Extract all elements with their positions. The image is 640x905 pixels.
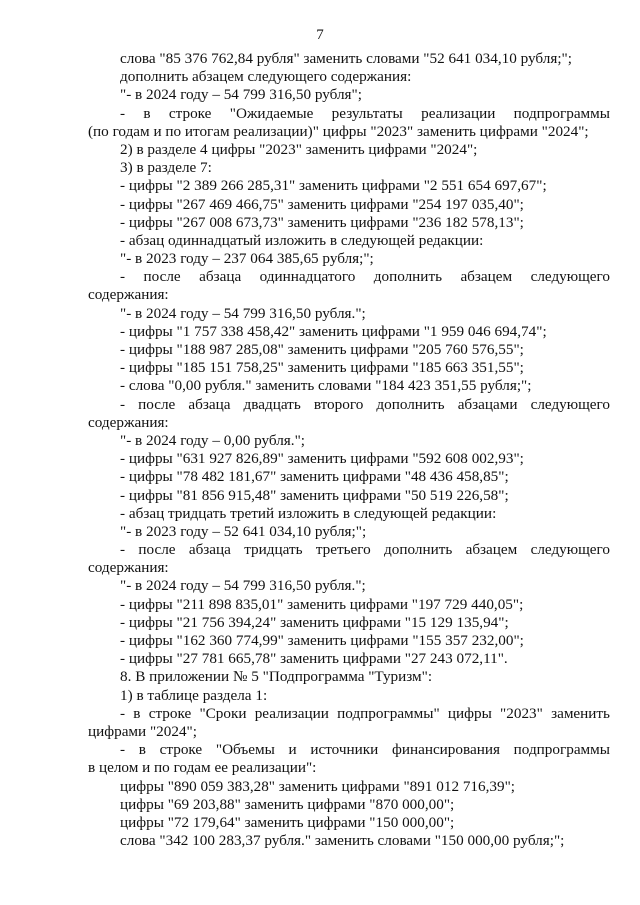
- text-line: - цифры "267 469 466,75" заменить цифрами "254 197 035,40";: [120, 195, 524, 213]
- text-line: - после абзаца двадцать второго дополнить абзацами следующего: [120, 395, 610, 413]
- text-line: 2) в разделе 4 цифры "2023" заменить цифрами "2024";: [120, 140, 478, 158]
- text-line: - абзац одиннадцатый изложить в следующей редакции:: [120, 231, 484, 249]
- text-line: "- в 2024 году – 54 799 316,50 рубля";: [120, 86, 362, 104]
- text-line: "- в 2024 году – 54 799 316,50 рубля.";: [120, 577, 366, 595]
- text-line: "- в 2024 году – 0,00 рубля.";: [120, 431, 305, 449]
- text-line: - после абзаца одиннадцатого дополнить абзацем следующего: [120, 268, 610, 286]
- text-line: - после абзаца тридцать третьего дополнить абзацем следующего: [120, 541, 610, 559]
- text-line: - абзац тридцать третий изложить в следующей редакции:: [120, 504, 497, 522]
- text-line: - цифры "211 898 835,01" заменить цифрами "197 729 440,05";: [120, 595, 524, 613]
- text-line: - цифры "2 389 266 285,31" заменить цифрами "2 551 654 697,67";: [120, 177, 547, 195]
- text-line: 8. В приложении № 5 "Подпрограмма "Туризм":: [120, 668, 433, 686]
- page-number: 7: [316, 27, 324, 43]
- text-line: - в строке "Сроки реализации подпрограммы" цифры "2023" заменить: [120, 704, 610, 722]
- text-line: "- в 2023 году – 237 064 385,65 рубля;";: [120, 250, 374, 268]
- text-line: "- в 2023 году – 52 641 034,10 рубля;";: [120, 522, 367, 540]
- text-line: цифры "69 203,88" заменить цифрами "870 000,00";: [120, 795, 455, 813]
- text-line: цифры "72 179,64" заменить цифрами "150 000,00";: [120, 813, 455, 831]
- text-line: - слова "0,00 рубля." заменить словами "184 423 351,55 рубля;";: [120, 377, 532, 395]
- text-line: "- в 2024 году – 54 799 316,50 рубля.";: [120, 304, 366, 322]
- text-line: дополнить абзацем следующего содержания:: [120, 68, 412, 86]
- text-line: - цифры "185 151 758,25" заменить цифрами "185 663 351,55";: [120, 359, 524, 377]
- text-line: слова "85 376 762,84 рубля" заменить словами "52 641 034,10 рубля;";: [120, 50, 572, 67]
- text-line: цифры "890 059 383,28" заменить цифрами "891 012 716,39";: [120, 777, 516, 795]
- text-line: 3) в разделе 7:: [120, 159, 212, 177]
- text-line: слова "342 100 283,37 рубля." заменить словами "150 000,00 рубля;";: [120, 832, 565, 850]
- text-line: содержания:: [88, 559, 169, 577]
- text-line: 1) в таблице раздела 1:: [120, 686, 268, 704]
- text-line: (по годам и по итогам реализации)" цифры "2023" заменить цифрами "2024";: [88, 122, 589, 140]
- text-line: - цифры "1 757 338 458,42" заменить цифрами "1 959 046 694,74";: [120, 322, 547, 340]
- text-line: - цифры "267 008 673,73" заменить цифрами "236 182 578,13";: [120, 213, 524, 231]
- text-line: содержания:: [88, 286, 169, 304]
- text-line: в целом и по годам ее реализации":: [88, 759, 317, 777]
- text-line: - цифры "162 360 774,99" заменить цифрами "155 357 232,00";: [120, 632, 524, 649]
- text-line: цифрами "2024";: [88, 722, 197, 740]
- text-line: содержания:: [88, 413, 169, 431]
- text-line: - в строке "Объемы и источники финансирования подпрограммы: [120, 741, 610, 759]
- document-body: [88, 50, 610, 850]
- text-line: - цифры "21 756 394,24" заменить цифрами "15 129 135,94";: [120, 613, 509, 631]
- text-line: - цифры "188 987 285,08" заменить цифрами "205 760 576,55";: [120, 341, 524, 358]
- text-line: - цифры "81 856 915,48" заменить цифрами "50 519 226,58";: [120, 486, 509, 504]
- text-line: - цифры "78 482 181,67" заменить цифрами "48 436 458,85";: [120, 468, 509, 486]
- text-line: - цифры "27 781 665,78" заменить цифрами "27 243 072,11".: [120, 650, 508, 668]
- text-line: - цифры "631 927 826,89" заменить цифрами "592 608 002,93";: [120, 450, 524, 468]
- text-line: - в строке "Ожидаемые результаты реализации подпрограммы: [120, 104, 610, 122]
